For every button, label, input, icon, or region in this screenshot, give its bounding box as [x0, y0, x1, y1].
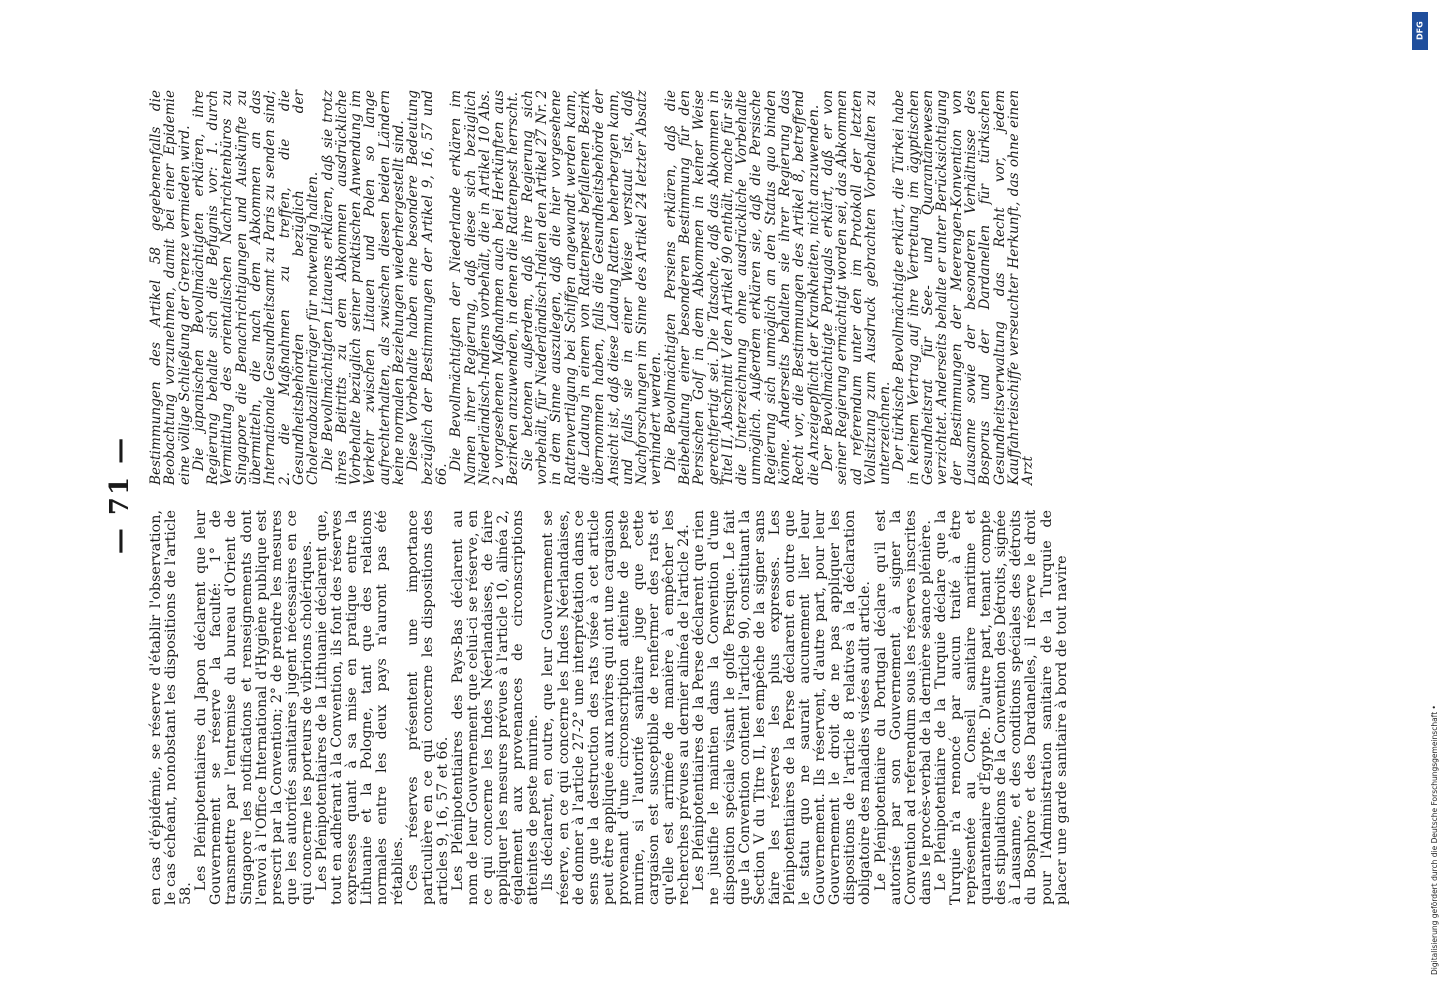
- page-number: — 71 —: [105, 435, 135, 555]
- dfg-logo: DFG: [1412, 12, 1428, 50]
- paragraph: Diese Vorbehalte haben eine besondere Bedeutung bezüglich der Bestimmungen der Artikel 9, 16, 57 und 66.: [405, 90, 450, 485]
- paragraph: Die Bevollmächtigten der Niederlande erklären im Namen ihrer Regierung, daß diese sich bezüglich Niederländisch-Indiens vorbehält, die in Artikel 10 Abs. 2 vorgesehenen Maßnahmen auch bei Herkünften aus Bezirken anzuwenden, in denen die Rattenpest herrscht.: [448, 90, 522, 485]
- paragraph: Les Plénipotentiaires de la Lithuanie déclarent que, tout en adhérant à la Convention, ils font des réserves expresses quant à sa mise en pratique entre la Lithuanie et la Pologne, tant que des relations normales entre les deux pays n'auront pas été rétablies.: [314, 510, 406, 905]
- paragraph: Der türkische Bevollmächtigte erklärt, die Türkei habe in keinem Vertrag auf ihre Vertretung im ägyptischen Gesundheitsrat für See- und Quarantänewesen verzichtet. Anderseits behalte er unter Berücksichtigung der Bestimmungen der Meerengen-Konvention von Lausanne sowie der besonderen Verhältnisse des Bosporus und der Dardanellen für türkischen Gesundheitsverwaltung das Recht vor, jedem Kauffahrteischiffe verseuchter Herkunft, das ohne einen Arzt: [891, 90, 1037, 485]
- paragraph: Les Plénipotentiaires de la Perse déclarent que rien ne justifie le maintien dans la Convention d'une disposition spéciale visant le golfe Persique. Le fait que la Convention contient l'article 90, constituant la Section V du Titre II, les empêche de la signer sans faire les réserves les plus expresses. Les Plénipotentiaires de la Perse déclarent en outre que le statu quo ne saurait aucunement lier leur Gouvernement. Ils réservent, d'autre part, pour leur Gouvernement le droit de ne pas appliquer les dispositions de l'article 8 relatives à la déclaration obligatoire des maladies visées audit article.: [691, 510, 874, 905]
- paragraph: en cas d'épidémie, se réserve d'établir l'observation, le cas échéant, nonobstant les dispositions de l'article 58.: [148, 510, 195, 905]
- paragraph: Le Plénipotentiaire du Portugal déclare qu'il est autorisé par son Gouvernement à signer la Convention ad referendum sous les réserves inscrites dans le procès-verbal de la dernière séance plénière.: [872, 510, 934, 905]
- rotated-page: [105, 85, 1325, 905]
- paragraph: Sie betonen außerdem, daß ihre Regierung sich vorbehält, für Niederländisch-Indien den Artikel 27 Nr. 2 in dem Sinne auszulegen, daß die hier vorgesehene Rattenvertilgung bei Schiffen angewandt werden kann, die Ladung in einem von Rattenpest befallenen Bezirk übernommen haben, falls die Gesundheitsbehörde der Ansicht ist, daß diese Ladung Ratten beherbergen kann, und falls sie in einer Weise verstaut ist, daß Nachforschungen im Sinne des Artikel 24 letzter Absatz verhindert werden.: [519, 90, 665, 485]
- paragraph: Les Plénipotentiaires des Pays-Bas déclarent au nom de leur Gouvernement que celui-ci se réserve, en ce qui concerne les Indes Néerlandaises, de faire appliquer les mesures prévues à l'article 10, alinéa 2, également aux provenances de circonscriptions atteintes de peste murine.: [449, 510, 542, 905]
- paragraph: Le Plénipotentiaire de la Turquie déclare que la Turquie n'a renoncé par aucun traité à être représentée au Conseil sanitaire maritime et quarantenaire d'Égypte. D'autre part, tenant compte des stipulations de la Convention des Détroits, signée à Lausanne, et des conditions spéciales des détroits du Bosphore et des Dardanelles, il réserve le droit pour l'Administration sanitaire de la Turquie de placer une garde sanitaire à bord de tout navire: [932, 510, 1070, 905]
- digitization-credit: Digitalisierung gefördert durch die Deutsche Forschungsgemeinschaft •: [1430, 705, 1439, 975]
- french-column: [149, 510, 1070, 905]
- paragraph: Der Bevollmächtigte Portugals erklärt, daß er von seiner Regierung ermächtigt worden sei, das Abkommen ad referendum unter den im Protokoll der letzten Vollsitzung zum Ausdruck gebrachten Vorbehalten zu unterzeichnen.: [819, 90, 894, 485]
- paragraph: Les Plénipotentiaires du Japon déclarent que leur Gouvernement se réserve la faculté: 1° de transmettre par l'entremise du bureau d'Orient de Singapore les notifications et renseignements dont l'envoi à l'Office International d'Hygiène publique est prescrit par la Convention; 2° de prendre les mesures que les autorités sanitaires jugent nécessaires en ce qui concerne les porteurs de vibrions cholériques.: [193, 510, 315, 905]
- paragraph: Die Bevollmächtigten Litauens erklären, daß sie trotz ihres Beitritts zu dem Abkommen ausdrückliche Vorbehalte bezüglich seiner praktischen Anwendung im Verkehr zwischen Litauen und Polen so lange aufrechterhalten, als zwischen diesen beiden Ländern keine normalen Beziehungen wiederhergestellt sind.: [319, 90, 408, 485]
- paragraph: Ces réserves présentent une importance particulière en ce qui concerne les dispositions des articles 9, 16, 57 et 66.: [404, 510, 451, 905]
- paragraph: Ils déclarent, en outre, que leur Gouvernement se réserve, en ce qui concerne les Indes Néerlandaises, de donner à l'article 27-2° une interprétation dans ce sens que la destruction des rats visée à cet article peut être appliquée aux navires qui ont une cargaison provenant d'une circonscription atteinte de peste murine, si l'autorité sanitaire juge que cette cargaison est susceptible de renfermer des rats et qu'elle est arrimée de manière à empêcher les recherches prévues au dernier alinéa de l'article 24.: [540, 510, 693, 905]
- paragraph: Die japanischen Bevollmächtigten erklären, ihre Regierung behalte sich die Befugnis vor: 1. durch Vermittlung des orientalischen Nachrichtenbüros zu Singapore die Benachrichtigungen und Auskünfte zu übermitteln, die nach dem Abkommen an das Internationale Gesundheitsamt zu Paris zu senden sind; 2. die Maßnahmen zu treffen, die die Gesundheitsbehörden bezüglich der Choleraabazillenträger für notwendig halten.: [190, 90, 322, 485]
- paragraph: Die Bevollmächtigten Persiens erklären, daß die Beibehaltung einer besonderen Bestimmung für den Persischen Golf in dem Abkommen in keiner Weise gerechtfertigt sei. Die Tatsache, daß das Abkommen in Titel II, Abschnitt V den Artikel 90 enthält, mache für sie die Unterzeichnung ohne ausdrückliche Vorbehalte unmöglich. Außerdem erklären sie, daß die Persische Regierung sich unmöglich an den Status quo binden könne. Anderseits behalten sie ihrer Regierung das Recht vor, die Bestimmungen des Artikel 8, betreffend die Anzeigepflicht der Krankheiten, nicht anzuwenden.: [662, 90, 822, 485]
- paragraph: Bestimmungen des Artikel 58 gegebenenfalls die Beobachtung vorzunehmen, damit bei einer Epidemie eine völlige Schließung der Grenze vermieden wird.: [148, 90, 193, 485]
- german-column: [149, 90, 1035, 485]
